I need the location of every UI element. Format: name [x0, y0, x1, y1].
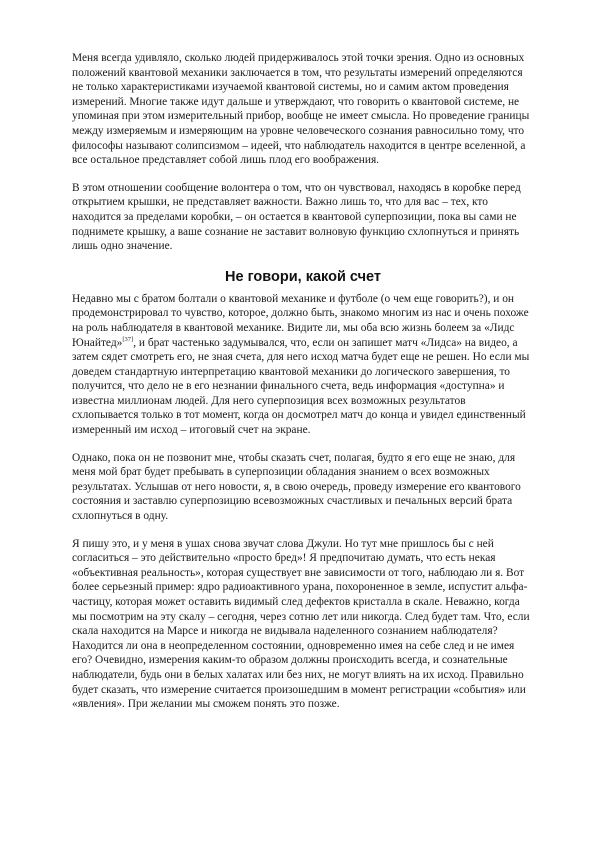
paragraph-solipsism: Меня всегда удивляло, сколько людей придерживалось этой точки зрения. Одно из основных положений квантовой механики заключается в том, что результаты измерений определяются не только характеристиками изучаемой квантовой системы, но и самим актом проведения измерений. Многие также идут дальше и утверждают, что говорить о квантовой системе, не упоминая при этом измерительный прибор, вообще не имеет смысла. Но проведение границы между измеряемым и измеряющим на уровне человеческого сознания равносильно тому, что философы называют солипсизмом – идеей, что наблюдатель находится в центре вселенной, а все остальное представляет собой лишь плод его воображения. [72, 52, 530, 167]
paragraph-objective-reality: Я пишу это, и у меня в ушах снова звучат слова Джули. Но тут мне пришлось бы с ней согласиться – это действительно «просто бред»! Я предпочитаю думать, что есть некая «объективная реальность», которая существует вне зависимости от того, наблюдаю ли я. Вот более серьезный пример: ядро радиоактивного урана, похороненное в земле, испустит альфа-частицу, которая может оставить видимый след дефектов кристалла в скале. Неважно, когда мы посмотрим на эту скалу – сегодня, через сотню лет или никогда. След будет там. Что, если скала находится на Марсе и никогда не видывала наделенного сознанием наблюдателя? Находится ли она в неопределенном состоянии, одновременно имея на себе след и не имея его? Очевидно, измерения каким-то образом должны происходить всегда, и сознательные наблюдатели, будь они в белых халатах или без них, не могут влиять на их исход. Правильно будет сказать, что измерение считается произошедшим в момент регистрации «события» или «явления». При желании мы сможем понять это позже. [72, 537, 530, 711]
section-heading: Не говори, какой счет [225, 268, 381, 285]
paragraph-football [72, 292, 534, 438]
paragraph-box-volunteer: В этом отношении сообщение волонтера о том, что он чувствовал, находясь в коробке перед открытием крышки, не представляет важности. Важно лишь то, что для вас – тех, кто находится за пределами коробки, – он остается в квантовой суперпозиции, пока вы сами не поднимете крышку, а ваше сознание не заставит волновую функцию схлопнуться и принять лишь одно значение. [72, 181, 521, 253]
paragraph-brother-call: Однако, пока он не позвонит мне, чтобы сказать счет, полагая, будто я его еще не знаю, для меня мой брат будет пребывать в суперпозиции обладания знанием о всех возможных результатах. Услышав от него новости, я, в свою очередь, проведу измерение его квантового состояния и заставлю суперпозицию всевозможных счастливых и печальных версий брата схлопнуться в одну. [72, 451, 521, 523]
paragraph-football-part1: Недавно мы с братом болтали о квантовой механике и футболе (о чем еще говорить?), и он продемонстрировал то чувство, которое, должно быть, знакомо многим из нас и очень похоже на роль наблюдателя в квантовой механике. Видите ли, мы оба всю жизнь болеем за «Лидс Юнайтед» [72, 292, 529, 349]
document-page [72, 51, 534, 725]
footnote-marker[interactable]: [37] [122, 335, 134, 343]
paragraph-football-part2: , и брат частенько задумывался, что, если он запишет матч «Лидса» на видео, а затем сядет смотреть его, не зная счета, для него исход матча будет еще не решен. Но если мы доведем стандартную интерпретацию квантовой механики до логического завершения, то получится, что дело не в его незнании финального счета, ведь информация «доступна» и известна миллионам людей. Для него суперпозиция всех возможных результатов схлопывается только в тот момент, когда он досмотрел матч до конца и увидел единственный измеренный им исход – итоговый счет на экране. [72, 336, 530, 437]
